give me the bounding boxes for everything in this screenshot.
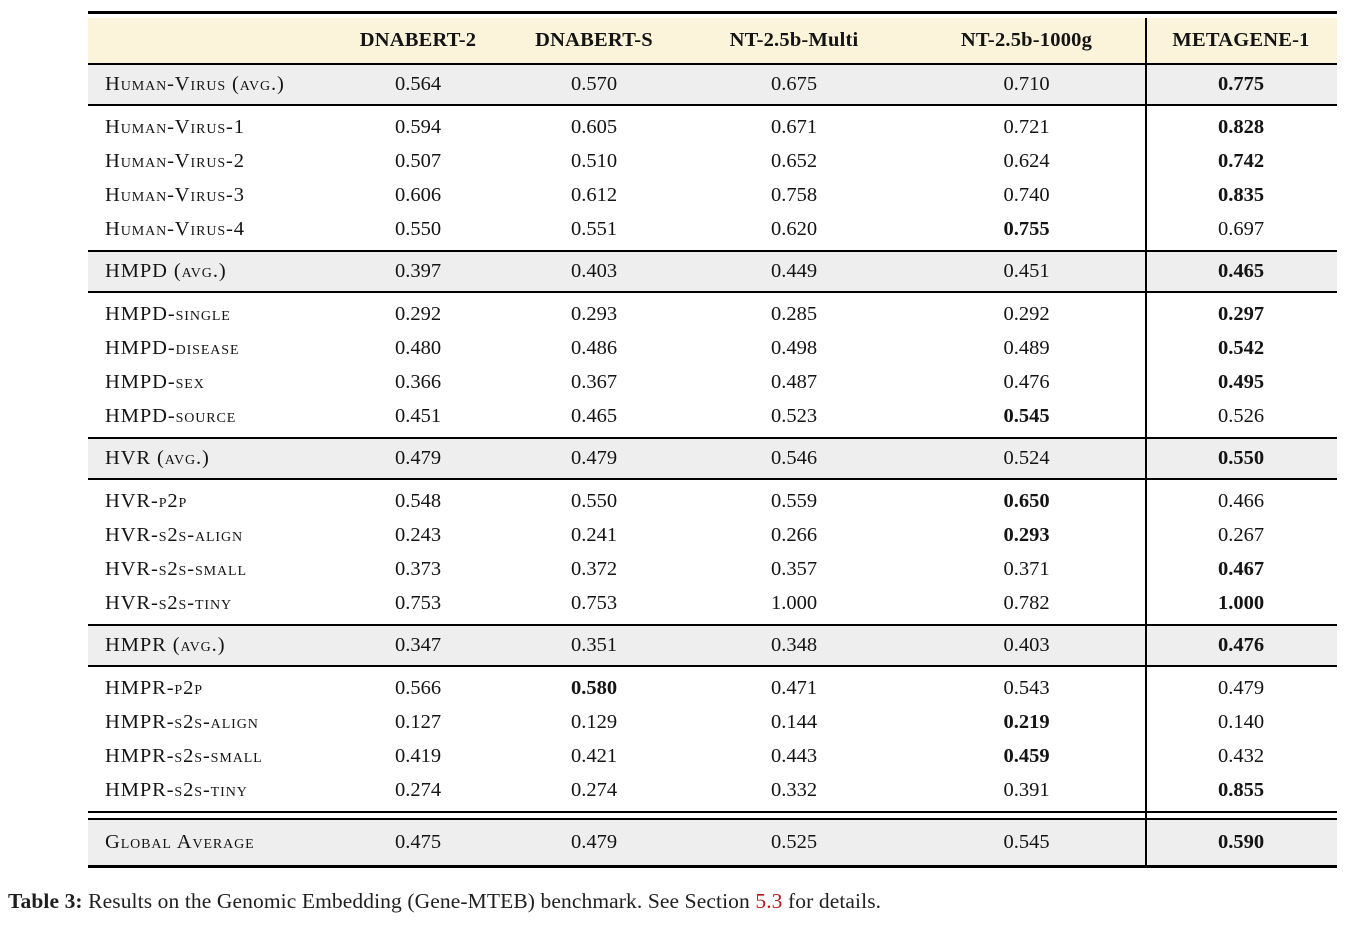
cell-value-best: 0.467 <box>1217 557 1265 580</box>
row-label: HMPR-s2s-small <box>105 744 263 767</box>
column-header-metagene1: METAGENE-1 <box>1172 29 1310 51</box>
global-average-row <box>88 820 1337 865</box>
column-header-nt25b-1000g: NT-2.5b-1000g <box>960 29 1093 51</box>
cell-value: 0.652 <box>770 149 818 172</box>
cell-value: 0.671 <box>770 115 818 138</box>
row-label: HMPR-s2s-tiny <box>105 778 248 801</box>
cell-value: 0.566 <box>394 676 442 699</box>
cell-value: 0.348 <box>770 634 818 656</box>
global-average-host <box>88 820 1337 865</box>
cell-value: 0.372 <box>570 557 618 580</box>
cell-value: 0.285 <box>770 302 818 325</box>
cell-value: 0.397 <box>394 260 442 282</box>
cell-value: 0.140 <box>1217 710 1265 733</box>
cell-value-best: 0.590 <box>1217 831 1265 853</box>
cell-value: 0.551 <box>570 217 618 240</box>
cell-value: 0.605 <box>570 115 618 138</box>
row-label: Human-Virus-2 <box>105 149 245 172</box>
cell-value: 0.524 <box>1003 447 1050 469</box>
row-label: HVR-s2s-small <box>105 557 247 580</box>
vertical-separator <box>1145 18 1147 868</box>
cell-value-best: 0.293 <box>1003 523 1050 546</box>
cell-value: 0.293 <box>570 302 618 325</box>
cell-value: 0.697 <box>1217 217 1265 240</box>
table-row <box>88 212 1337 246</box>
table-row <box>88 671 1337 705</box>
row-label: HMPR-p2p <box>105 676 203 699</box>
cell-value: 0.507 <box>394 149 442 172</box>
cell-value: 0.620 <box>770 217 818 240</box>
header-row <box>88 18 1337 63</box>
cell-value: 0.489 <box>1003 336 1050 359</box>
row-label: HMPR (avg.) <box>105 634 226 656</box>
cell-value: 0.332 <box>770 778 818 801</box>
row-label: Human-Virus (avg.) <box>105 73 285 95</box>
cell-value: 0.274 <box>394 778 442 801</box>
table-caption <box>8 889 1346 914</box>
cell-value: 0.486 <box>570 336 618 359</box>
cell-value: 0.403 <box>570 260 618 282</box>
cell-value: 0.479 <box>570 447 618 469</box>
cell-value-best: 0.219 <box>1003 710 1050 733</box>
table-row <box>88 365 1337 399</box>
row-label: Human-Virus-1 <box>105 115 245 138</box>
cell-value: 0.419 <box>394 744 442 767</box>
cell-value: 0.243 <box>394 523 442 546</box>
cell-value: 0.471 <box>770 676 818 699</box>
results-table <box>88 11 1337 868</box>
cell-value-best: 0.650 <box>1003 489 1050 512</box>
table-row <box>88 331 1337 365</box>
cell-value: 0.548 <box>394 489 442 512</box>
cell-value: 0.721 <box>1003 115 1050 138</box>
cell-value: 0.479 <box>394 447 442 469</box>
page <box>0 11 1346 950</box>
row-label: Human-Virus-3 <box>105 183 245 206</box>
row-label: HVR (avg.) <box>105 447 210 469</box>
row-label: HMPD-source <box>105 404 237 427</box>
cell-value: 0.550 <box>570 489 618 512</box>
table-row <box>88 484 1337 518</box>
cell-value: 0.523 <box>770 404 818 427</box>
cell-value-best: 0.855 <box>1217 778 1265 801</box>
row-label: HMPD-sex <box>105 370 205 393</box>
cell-value-best: 0.775 <box>1217 73 1265 95</box>
cell-value: 0.526 <box>1217 404 1265 427</box>
cell-value-best: 0.755 <box>1003 217 1050 240</box>
table-body <box>88 65 1337 811</box>
cell-value: 0.347 <box>394 634 442 656</box>
table-row <box>88 773 1337 807</box>
cell-value: 0.525 <box>770 831 818 853</box>
table-row <box>88 178 1337 212</box>
cell-value: 0.475 <box>394 831 442 853</box>
row-label: HVR-s2s-tiny <box>105 591 232 614</box>
cell-value: 0.545 <box>1003 831 1050 853</box>
cell-value: 0.366 <box>394 370 442 393</box>
cell-value-best: 1.000 <box>1217 591 1265 614</box>
cell-value: 0.266 <box>770 523 818 546</box>
section-link[interactable]: 5.3 <box>755 889 783 913</box>
table-row <box>88 144 1337 178</box>
cell-value: 0.753 <box>570 591 618 614</box>
table-row <box>88 399 1337 433</box>
cell-value: 0.351 <box>570 634 618 656</box>
cell-value: 0.594 <box>394 115 442 138</box>
cell-value-best: 0.545 <box>1003 404 1050 427</box>
bottom-rule <box>88 865 1337 868</box>
row-label: Global Average <box>105 831 255 853</box>
row-label: HMPR-s2s-align <box>105 710 259 733</box>
cell-value: 0.546 <box>770 447 818 469</box>
cell-value: 0.612 <box>570 183 618 206</box>
cell-value-best: 0.580 <box>570 676 618 699</box>
table-section <box>88 293 1337 437</box>
cell-value: 0.357 <box>770 557 818 580</box>
cell-value: 0.675 <box>770 73 818 95</box>
cell-value: 0.740 <box>1003 183 1050 206</box>
cell-value-best: 0.459 <box>1003 744 1050 767</box>
cell-value: 0.129 <box>570 710 618 733</box>
cell-value: 0.421 <box>570 744 618 767</box>
cell-value: 0.479 <box>570 831 618 853</box>
cell-value: 0.753 <box>394 591 442 614</box>
avg-row <box>88 439 1337 478</box>
caption-text-after-link: for details. <box>782 889 882 913</box>
cell-value: 0.451 <box>1003 260 1050 282</box>
column-header-nt25b-multi: NT-2.5b-Multi <box>729 29 859 51</box>
cell-value: 0.559 <box>770 489 818 512</box>
column-header-dnabert2: DNABERT-2 <box>359 29 477 51</box>
row-label: HMPD (avg.) <box>105 260 227 282</box>
caption-text-before-link: Results on the Genomic Embedding (Gene-MTEB) benchmark. See Section <box>82 889 756 913</box>
cell-value: 0.564 <box>394 73 442 95</box>
row-label: Human-Virus-4 <box>105 217 245 240</box>
table-section <box>88 480 1337 624</box>
cell-value-best: 0.495 <box>1217 370 1265 393</box>
cell-value: 0.570 <box>570 73 618 95</box>
caption-label: Table 3: <box>8 889 83 913</box>
cell-value: 1.000 <box>770 591 818 614</box>
cell-value: 0.479 <box>1217 676 1265 699</box>
cell-value: 0.373 <box>394 557 442 580</box>
column-header-dnaberts: DNABERT-S <box>535 29 653 51</box>
row-label: HVR-s2s-align <box>105 523 244 546</box>
cell-value: 0.241 <box>570 523 618 546</box>
table-row <box>88 110 1337 144</box>
row-label: HMPD-single <box>105 302 231 325</box>
cell-value: 0.465 <box>570 404 618 427</box>
cell-value: 0.403 <box>1003 634 1050 656</box>
cell-value: 0.543 <box>1003 676 1050 699</box>
cell-value-best: 0.835 <box>1217 183 1265 206</box>
cell-value: 0.487 <box>770 370 818 393</box>
cell-value: 0.510 <box>570 149 618 172</box>
cell-value: 0.480 <box>394 336 442 359</box>
cell-value-best: 0.476 <box>1217 634 1265 656</box>
avg-row <box>88 252 1337 291</box>
table-row <box>88 705 1337 739</box>
table-section <box>88 106 1337 250</box>
cell-value: 0.367 <box>570 370 618 393</box>
cell-value: 0.371 <box>1003 557 1050 580</box>
cell-value: 0.758 <box>770 183 818 206</box>
cell-value: 0.144 <box>770 710 818 733</box>
cell-value: 0.292 <box>1003 302 1050 325</box>
cell-value: 0.606 <box>394 183 442 206</box>
row-label: HVR-p2p <box>105 489 188 512</box>
cell-value: 0.127 <box>394 710 442 733</box>
cell-value: 0.432 <box>1217 744 1265 767</box>
cell-value: 0.550 <box>394 217 442 240</box>
cell-value: 0.782 <box>1003 591 1050 614</box>
cell-value: 0.274 <box>570 778 618 801</box>
cell-value: 0.292 <box>394 302 442 325</box>
cell-value-best: 0.828 <box>1217 115 1265 138</box>
cell-value: 0.391 <box>1003 778 1050 801</box>
avg-row <box>88 626 1337 665</box>
cell-value: 0.466 <box>1217 489 1265 512</box>
cell-value: 0.451 <box>394 404 442 427</box>
table-section <box>88 667 1337 811</box>
cell-value: 0.443 <box>770 744 818 767</box>
table-row <box>88 586 1337 620</box>
cell-value: 0.710 <box>1003 73 1050 95</box>
cell-value-best: 0.465 <box>1217 260 1265 282</box>
cell-value-best: 0.297 <box>1217 302 1265 325</box>
cell-value: 0.267 <box>1217 523 1265 546</box>
table-row <box>88 739 1337 773</box>
cell-value: 0.449 <box>770 260 818 282</box>
table-row <box>88 552 1337 586</box>
cell-value: 0.498 <box>770 336 818 359</box>
cell-value: 0.624 <box>1003 149 1050 172</box>
cell-value-best: 0.742 <box>1217 149 1265 172</box>
cell-value: 0.476 <box>1003 370 1050 393</box>
avg-row <box>88 65 1337 104</box>
row-label: HMPD-disease <box>105 336 240 359</box>
table-row <box>88 297 1337 331</box>
cell-value-best: 0.542 <box>1217 336 1265 359</box>
table-row <box>88 518 1337 552</box>
cell-value-best: 0.550 <box>1217 447 1265 469</box>
